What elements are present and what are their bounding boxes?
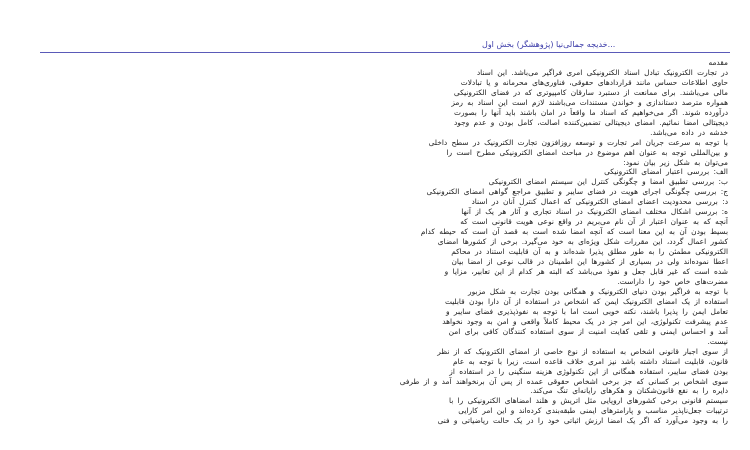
document-line: استفاده از یک امضای الکترونیک ایمن که اشخاص در استفاده از آن دارا بودن قابلیت <box>444 296 728 306</box>
document-line: ه: بررسی اشکال مختلف امضای الکترونیک در اسناد تجاری و آثار هر یک از آنها <box>461 207 728 217</box>
document-line: ب: بررسی تطبیق امضا و چگونگی کنترل این سیستم امضای الکترونیکی <box>488 177 728 187</box>
document-line: د: بررسی محدودیت اعضای امضای الکترونیکی که اعمال کنترل آنان در اسناد <box>471 197 728 207</box>
document-line: ترتیبات جعل‌ناپذیر مناسب و پارامترهای ایمنی طبقه‌بندی کرده‌اند و این امر کارایی <box>458 406 728 416</box>
document-line: شده است که غیر قابل جعل و نفوذ می‌باشد که البته هر کدام از این تعابیر، مزایا و <box>444 267 728 277</box>
document-line: با توجه به فراگیر بودن دنیای الکترونیک و همگانی بودن تجارت به شکل مزبور <box>468 286 728 296</box>
document-line: را به وجود می‌آورد که اگر یک امضا ارزش اثباتی خود را در یک حالت ریاضیاتی و فنی <box>437 416 728 426</box>
document-line: حاوی اطلاعات حساس مانند قراردادهای حقوقی، فناوری‌های محرمانه و یا تبادلات <box>460 77 728 87</box>
document-line: با توجه به سرعت جریان امر تجارت و توسعه روزافزون تجارت الکترونیک در سطح داخلی <box>428 137 728 147</box>
document-line: دایره را به نفع قانون‌شکنان و هکرهای رایانه‌ای تنگ می‌کند. <box>530 386 728 396</box>
document-line: از سوی اجبار قانونی اشخاص به استفاده از نوع خاصی از امضای الکترونیک که از نظر <box>437 346 728 356</box>
document-line: بودن فضای سایبر، استفاده همگانی از این تکنولوژی هزینه سنگینی را در استفاده از <box>449 366 728 376</box>
document-line: عدم پیشرفت تکنولوژی، این امر جز در یک محیط کاملاً واقعی و امن به وجود نخواهد <box>442 316 728 326</box>
document-line: همواره مترصد دستاندازی و خواندن مستندات می‌باشند لازم است این اسناد به رمز <box>451 97 728 107</box>
document-line: خدشه در داده می‌باشد. <box>650 127 728 137</box>
document-line: الکترونیکی مطمئن را به طور مطلق پذیرا شده‌اند و به آن قابلیت استناد در محاکم <box>451 247 728 257</box>
document-line: سیستم قانونی برخی کشورهای اروپایی مثل اتریش و هلند امضاهای الکترونیکی را با <box>448 396 728 406</box>
document-line: بسیط بودن آن به این معنا است که آنچه امضا شده است به قصد آن است که حیطه کدام <box>420 227 728 237</box>
document-line: نیست. <box>707 336 728 346</box>
document-line: درآورده شوند. اگر می‌خواهیم که اسناد ما واقعاً در امان باشند باید آنها را بصورت <box>454 107 728 117</box>
document-line: مالی می‌باشند. برای ممانعت از دستبرد سارقان کامپیوتری که در فضای الکترونیکی <box>453 87 728 97</box>
document-line: آمد و احساس ایمنی و تلقی کفایت امنیت از سوی استفاده کنندگان کافی برای امن <box>448 326 728 336</box>
document-line: الف: بررسی اعتبار امضای الکترونیکی <box>604 167 728 177</box>
document-line: آنچه که به عنوان اعتبار از آن نام می‌بریم در واقع نوعی هویت قانونی است که <box>460 217 728 227</box>
page-header <box>0 0 750 49</box>
document-line: کشور اعمال گردد، این مقررات شکل ویژه‌ای به خود می‌گیرد. برخی از کشورها امضای <box>437 237 728 247</box>
document-line: مضرت‌های خاص خود را داراست. <box>617 276 728 286</box>
document-line: اعطا نموده‌اند ولی در بسیاری از کشورها این اطمینان در قالب نوعی از امضا بیان <box>451 257 728 267</box>
document-line: مقدمه <box>708 58 728 67</box>
document-line: سوی اشخاص بر کسانی که جز برخی اشخاص حقوقی عمده از پس آن برنخواهند آمد و از طرفی <box>399 376 728 386</box>
document-body <box>88 58 728 446</box>
document-line: و بین‌المللی توجه به عنوان اهم موضوع در مباحث امضای الکترونیکی مطرح است را <box>446 147 728 157</box>
document-line: می‌توان به شکل زیر بیان نمود: <box>623 157 728 167</box>
document-line: در تجارت الکترونیک تبادل اسناد الکترونیکی امری فراگیر می‌باشد. این اسناد <box>476 67 728 77</box>
document-line: تعامل ایمن را پذیرا باشند، نکته خوبی است اما با توجه به نفوذپذیری فضای سایبر و <box>446 306 728 316</box>
header-title: خدیجه جمالی‌نیا (پژوهشگر) بخش اول... <box>482 40 616 49</box>
document-line: ج: بررسی چگونگی اجرای هویت در فضای سایبر و تطبیق مراجع گواهی امضای الکترونیکی <box>426 187 728 197</box>
document-line: قانون، قابلیت استناد داشته باشد نیز امری خلاف قاعده است، زیرا با توجه به عام <box>453 356 728 366</box>
header-divider <box>40 52 730 53</box>
document-line: دیجیتالی امضا نمائیم. امضای دیجیتالی تضمین‌کننده اصالت، کامل بودن و عدم وجود <box>454 117 728 127</box>
